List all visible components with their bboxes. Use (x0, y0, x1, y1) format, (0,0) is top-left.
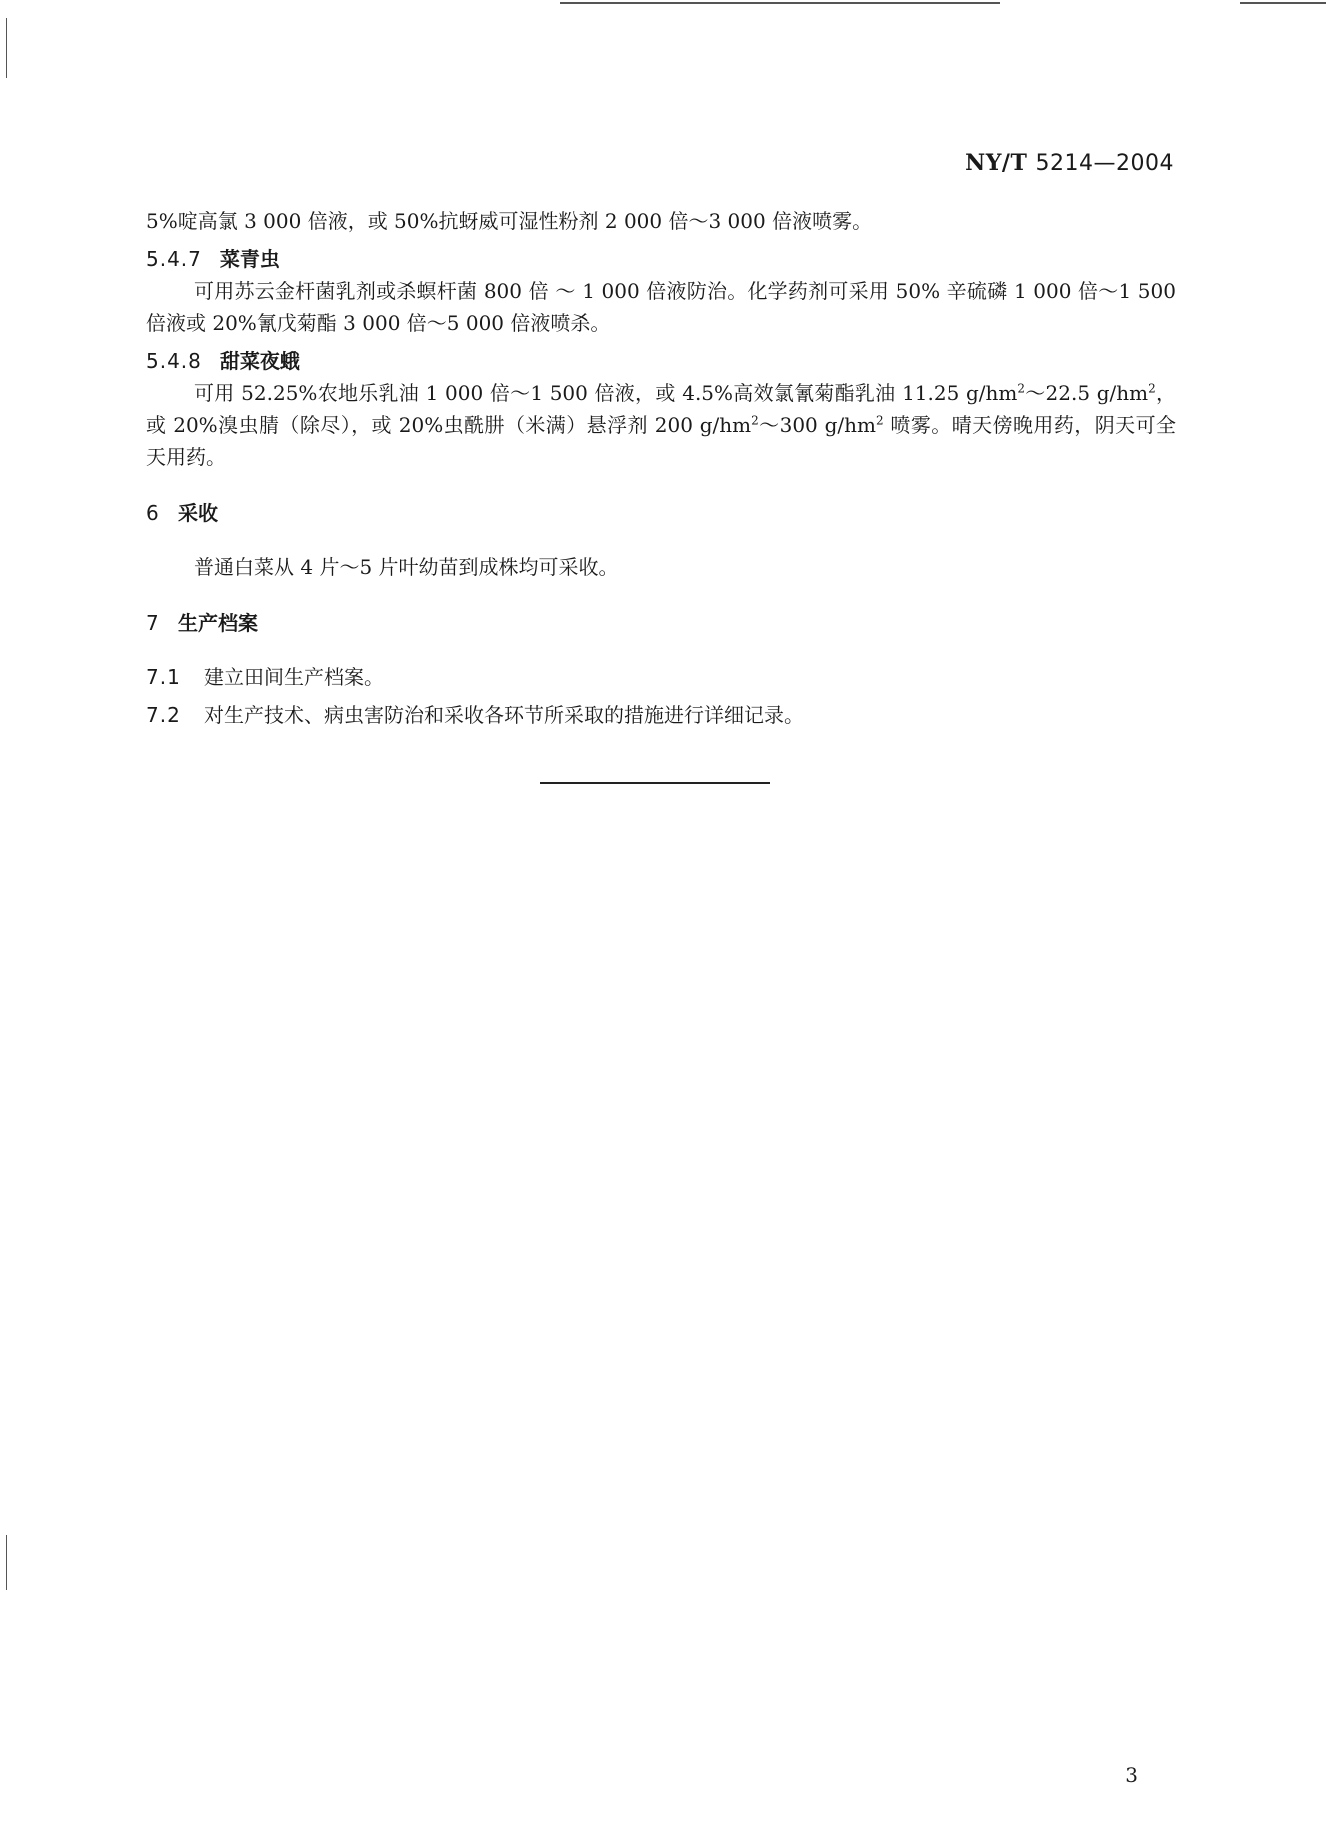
superscript: 2 (1148, 381, 1156, 396)
scan-artifact-top-rule-right (1240, 2, 1326, 4)
clause-text: 对生产技术、病虫害防治和采收各环节所采取的措施进行详细记录。 (204, 703, 804, 727)
chapter-title: 生产档案 (178, 611, 258, 635)
chapter-number: 6 (146, 501, 160, 525)
superscript: 2 (875, 413, 884, 428)
standard-code-prefix: NY/T (965, 150, 1028, 176)
superscript: 2 (1017, 381, 1025, 396)
continued-paragraph: 5%啶高氯 3 000 倍液，或 50%抗蚜威可湿性粉剂 2 000 倍～3 000 倍液喷雾。 (146, 209, 873, 233)
section-heading-5-4-8 (146, 345, 1176, 377)
text-part: 喷雾。晴天傍晚用药，阴天可全天用药。 (146, 413, 1177, 469)
page-number: 3 (1125, 1763, 1138, 1787)
text-part: ～22.5 g/hm (1025, 381, 1149, 405)
chapter-title: 采收 (178, 501, 218, 525)
section-title: 甜菜夜蛾 (219, 349, 300, 373)
chapter-heading-6 (146, 497, 1176, 529)
superscript: 2 (751, 413, 759, 428)
text-part: 可用 52.25%农地乐乳油 1 000 倍～1 500 倍液，或 4.5%高效氯氰菊酯乳油 11.25 g/hm (194, 381, 1018, 405)
standard-code-number: 5214—2004 (1035, 151, 1174, 176)
clause-text: 建立田间生产档案。 (204, 665, 384, 689)
chapter-6-text: 普通白菜从 4 片～5 片叶幼苗到成株均可采收。 (194, 555, 619, 579)
clause-number: 7.1 (146, 665, 181, 689)
clause-number: 7.2 (146, 703, 181, 727)
standard-code (965, 150, 1174, 176)
clause-7-2 (146, 699, 1176, 731)
section-number: 5.4.8 (146, 349, 202, 373)
end-of-document-rule (540, 782, 770, 784)
section-heading-5-4-7 (146, 243, 1176, 275)
section-text-5-4-8 (146, 377, 1176, 473)
scan-artifact-top-rule (560, 2, 1000, 4)
chapter-number: 7 (146, 611, 160, 635)
text-part: ～300 g/hm (758, 413, 876, 437)
section-number: 5.4.7 (146, 247, 202, 271)
scan-artifact-left-edge (6, 18, 7, 78)
scan-artifact-left-edge-lower (6, 1535, 7, 1590)
document-body (146, 205, 1176, 731)
chapter-heading-7 (146, 607, 1176, 639)
clause-7-1 (146, 661, 1176, 693)
text-part: ，或 20%溴虫腈（除尽），或 20%虫酰肼（米满）悬浮剂 200 g/hm (146, 381, 1177, 437)
section-title: 菜青虫 (219, 247, 280, 271)
section-text-5-4-7: 可用苏云金杆菌乳剂或杀螟杆菌 800 倍 ～ 1 000 倍液防治。化学药剂可采用 50% 辛硫磷 1 000 倍～1 500 倍液或 20%氰戊菊酯 3 000 倍～5 000 倍液喷杀。 (146, 279, 1176, 335)
